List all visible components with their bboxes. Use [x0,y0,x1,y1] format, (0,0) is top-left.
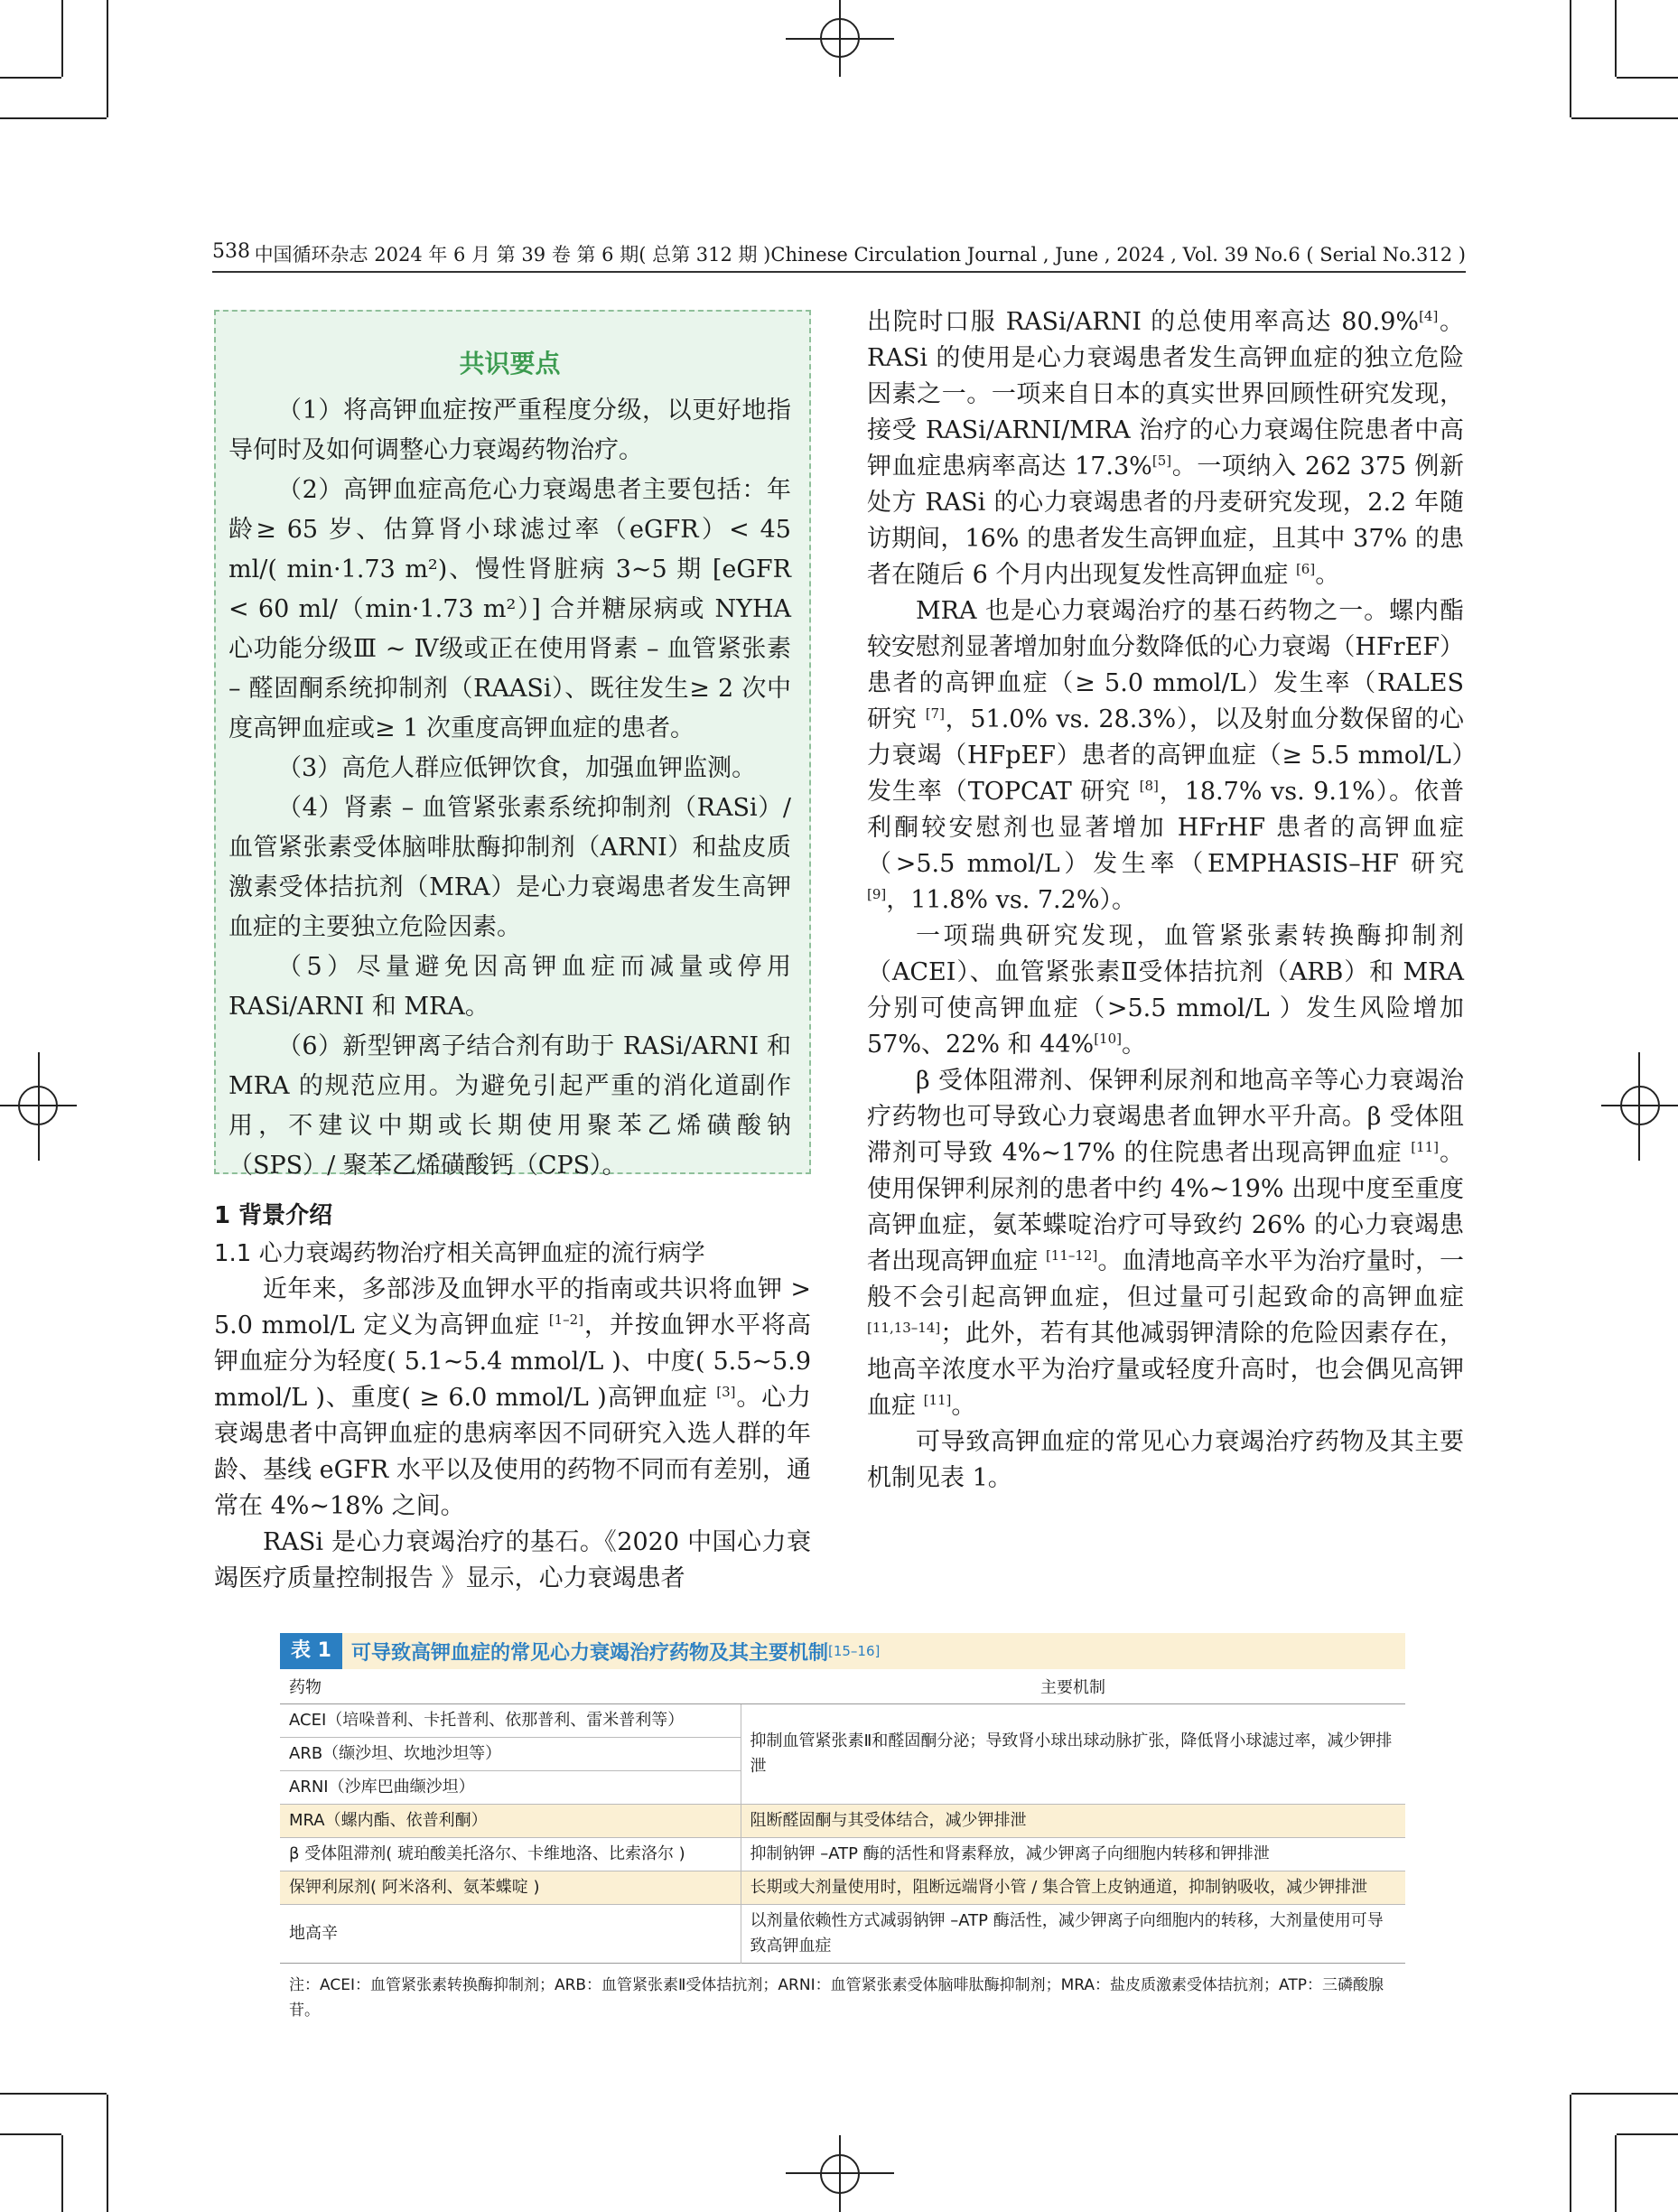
drug-cell: ARNI（沙库巴曲缬沙坦） [280,1771,741,1805]
citation: [3] [716,1384,736,1400]
crop-mark [61,2135,63,2212]
citation: [1–2] [548,1311,584,1328]
body-paragraph: 一项瑞典研究发现，血管紧张素转换酶抑制剂（ACEI）、血管紧张素Ⅱ受体拮抗剂（ARB）和 MRA 分别可使高钾血症（>5.5 mmol/L ）发生风险增加 57%、22% 和 44%[10]。 [867,922,1464,1059]
crop-mark [1571,117,1678,119]
consensus-point: （5）尽量避免因高钾血症而减量或停用 RASi/ARNI 和 MRA。 [228,953,791,1021]
drug-cell: MRA（螺内酯、依普利酮） [280,1805,741,1838]
table-title: 可导致高钾血症的常见心力衰竭治疗药物及其主要机制 [350,1641,828,1665]
mechanism-cell: 以剂量依赖性方式减弱钠钾 –ATP 酶活性，减少钾离子向细胞内的转移，大剂量使用可导致高钾血症 [741,1905,1405,1964]
crop-mark [0,117,107,119]
drug-cell: ACEI（培哚普利、卡托普利、依那普利、雷米普利等） [280,1704,741,1738]
crop-mark [61,0,63,77]
table-note: 注：ACEI：血管紧张素转换酶抑制剂；ARB：血管紧张素Ⅱ受体拮抗剂；ARNI：血管紧张素受体脑啡肽酶抑制剂；MRA：盐皮质激素受体拮抗剂；ATP：三磷酸腺苷。 [289,1976,1384,2020]
citation: [7] [925,705,945,722]
table-row [280,1838,1405,1871]
consensus-point: （6）新型钾离子结合剂有助于 RASi/ARNI 和 MRA 的规范应用。为避免引起严重的消化道副作用，不建议中期或长期使用聚苯乙烯磺酸钠（SPS）/ 聚苯乙烯磺酸钙（CPS）。 [228,1032,791,1180]
drug-cell: β 受体阻滞剂( 琥珀酸美托洛尔、卡维地洛、比索洛尔 ) [280,1838,741,1871]
body-paragraph: MRA 也是心力衰竭治疗的基石药物之一。螺内酯较安慰剂显著增加射血分数降低的心力衰竭（HFrEF）患者的高钾血症（≥ 5.0 mmol/L）发生率（RALES 研究 [7]，51.0% vs. 28.3%），以及射血分数保留的心力衰竭（HFpEF）患者的高钾血症（≥ 5.5 mmol/L）发生率（TOPCAT 研究 [8]，18.7% vs. 9.1%）。依普利酮较安慰剂也显著增加 HFrHF 患者的高钾血症（>5.5 mmol/L）发生率（EMPHASIS–HF 研究 [9]，11.8% vs. 7.2%）。 [867,597,1464,914]
column-header-mechanism: 主要机制 [741,1669,1405,1704]
subsection-heading: 1.1 心力衰竭药物治疗相关高钾血症的流行病学 [214,1240,705,1267]
citation: [11–12] [1045,1247,1098,1264]
body-paragraph: 可导致高钾血症的常见心力衰竭治疗药物及其主要机制见表 1。 [867,1428,1464,1492]
citation: [11] [1411,1139,1439,1155]
body-paragraph: 近年来，多部涉及血钾水平的指南或共识将血钾 > 5.0 mmol/L 定义为高钾血症 [1–2]，并按血钾水平将高钾血症分为轻度( 5.1~5.4 mmol/L )、中度( 5.5~5.9 mmol/L )、重度( ≥ 6.0 mmol/L )高钾血症 [3]。心力衰竭患者中高钾血症的患病率因不同研究入选人群的年龄、基线 eGFR 水平以及使用的药物不同而有差别，通常在 4%~18% 之间。 [214,1275,812,1520]
body-paragraph: RASi 是心力衰竭治疗的基石。《2020 中国心力衰竭医疗质量控制报告 》显示，心力衰竭患者 [214,1528,811,1592]
drug-cell: 地高辛 [280,1905,741,1964]
section-heading: 1 背景介绍 [214,1202,333,1229]
drug-cell: ARB（缬沙坦、坎地沙坦等） [280,1738,741,1771]
citation: [6] [1295,561,1316,577]
crop-mark [0,2093,107,2095]
column-header-drug: 药物 [280,1669,741,1704]
crop-mark [1617,2133,1678,2135]
citation: [10] [1094,1031,1122,1047]
consensus-point: （3）高危人群应低钾饮食，加强血钾监测。 [277,754,757,782]
mechanism-cell: 抑制钠钾 –ATP 酶的活性和肾素释放，减少钾离子向细胞内转移和钾排泄 [741,1838,1405,1871]
table-row [280,1871,1405,1905]
crop-mark [0,77,61,79]
drug-mechanism-table [280,1669,1405,1964]
crop-mark [1615,0,1617,77]
crop-mark [1570,0,1571,117]
table-label: 表 1 [280,1633,342,1669]
table-row [280,1905,1405,1964]
crop-mark [1617,77,1678,79]
registration-line [786,2172,894,2174]
crop-mark [1571,2093,1678,2095]
header-rule [212,271,1466,273]
consensus-box [214,310,811,1180]
consensus-point: （2）高钾血症高危心力衰竭患者主要包括：年龄≥ 65 岁、估算肾小球滤过率（eGFR）< 45 ml/( min·1.73 m²)、慢性肾脏病 3~5 期 [eGFR < 60 ml/（min·1.73 m²）] 合并糖尿病或 NYHA 心功能分级Ⅲ ~ Ⅳ级或正在使用肾素 – 血管紧张素 – 醛固酮系统抑制剂（RAASi）、既往发生≥ 2 次中度高钾血症或≥ 1 次重度高钾血症的患者。 [228,476,791,742]
crop-mark [1570,2095,1571,2212]
left-column-text [214,1272,811,1597]
crop-mark [1615,2135,1617,2212]
body-paragraph: β 受体阻滞剂、保钾利尿剂和地高辛等心力衰竭治疗药物也可导致心力衰竭患者血钾水平升高。β 受体阻滞剂可导致 4%~17% 的住院患者出现高钾血症 [11]。使用保钾利尿剂的患者中约 4%~19% 出现中度至重度高钾血症，氨苯蝶啶治疗可导致约 26% 的心力衰竭患者出现高钾血症 [11–12]。血清地高辛水平为治疗量时，一般不会引起高钾血症，但过量可引起致命的高钾血症 [11,13–14]；此外，若有其他减弱钾清除的危险因素存在，地高辛浓度水平为治疗量或轻度升高时，也会偶见高钾血症 [11]。 [867,1067,1464,1420]
body-paragraph: 出院时口服 RASi/ARNI 的总使用率高达 80.9%[4]。RASi 的使用是心力衰竭患者发生高钾血症的独立危险因素之一。一项来自日本的真实世界回顾性研究发现，接受 RASi/ARNI/MRA 治疗的心力衰竭住院患者中高钾血症患病率高达 17.3%[5]。一项纳入 262 375 例新处方 RASi 的心力衰竭患者的丹麦研究发现，2.2 年随访期间，16% 的患者发生高钾血症，且其中 37% 的患者在随后 6 个月内出现复发性高钾血症 [6]。 [867,308,1465,589]
drug-cell: 保钾利尿剂( 阿米洛利、氨苯蝶啶 ) [280,1871,741,1905]
page-number: 538 [212,240,250,263]
table-row [280,1704,1405,1738]
citation: [9] [867,886,887,902]
consensus-point: （1）将高钾血症按严重程度分级，以更好地指导何时及如何调整心力衰竭药物治疗。 [228,397,791,464]
table-caption: 表 1 可导致高钾血症的常见心力衰竭治疗药物及其主要机制 [15–16] [280,1633,1405,1669]
registration-line [786,38,894,40]
crop-mark [0,2133,61,2135]
table-row [280,1805,1405,1838]
right-column-text [867,304,1464,1497]
consensus-point: （4）肾素 – 血管紧张素系统抑制剂（RASi）/ 血管紧张素受体脑啡肽酶抑制剂（ARNI）和盐皮质激素受体拮抗剂（MRA）是心力衰竭患者发生高钾血症的主要独立危险因素。 [228,794,791,941]
running-head: 中国循环杂志 2024 年 6 月 第 39 卷 第 6 期( 总第 312 期 )Chinese Circulation Journal , June , 2024 , Vol. 39 No.6 ( Serial No.312 ) [254,244,1466,266]
crop-mark [107,0,108,117]
citation: [11,13–14] [867,1320,941,1336]
citation: [5] [1151,453,1172,469]
citation: [8] [1139,778,1159,794]
mechanism-cell: 长期或大剂量使用时，阻断远端肾小管 / 集合管上皮钠通道，抑制钠吸收，减少钾排泄 [741,1871,1405,1905]
table-1 [280,1633,1405,2023]
mechanism-cell: 阻断醛固酮与其受体结合，减少钾排泄 [741,1805,1405,1838]
mechanism-cell: 抑制血管紧张素Ⅱ和醛固酮分泌；导致肾小球出球动脉扩张，降低肾小球滤过率，减少钾排泄 [741,1704,1405,1805]
registration-line [1638,1052,1640,1161]
registration-line [38,1052,40,1161]
crop-mark [107,2095,108,2212]
citation: [4] [1419,308,1439,324]
citation: [11] [923,1392,952,1408]
consensus-title: 共识要点 [459,349,561,378]
